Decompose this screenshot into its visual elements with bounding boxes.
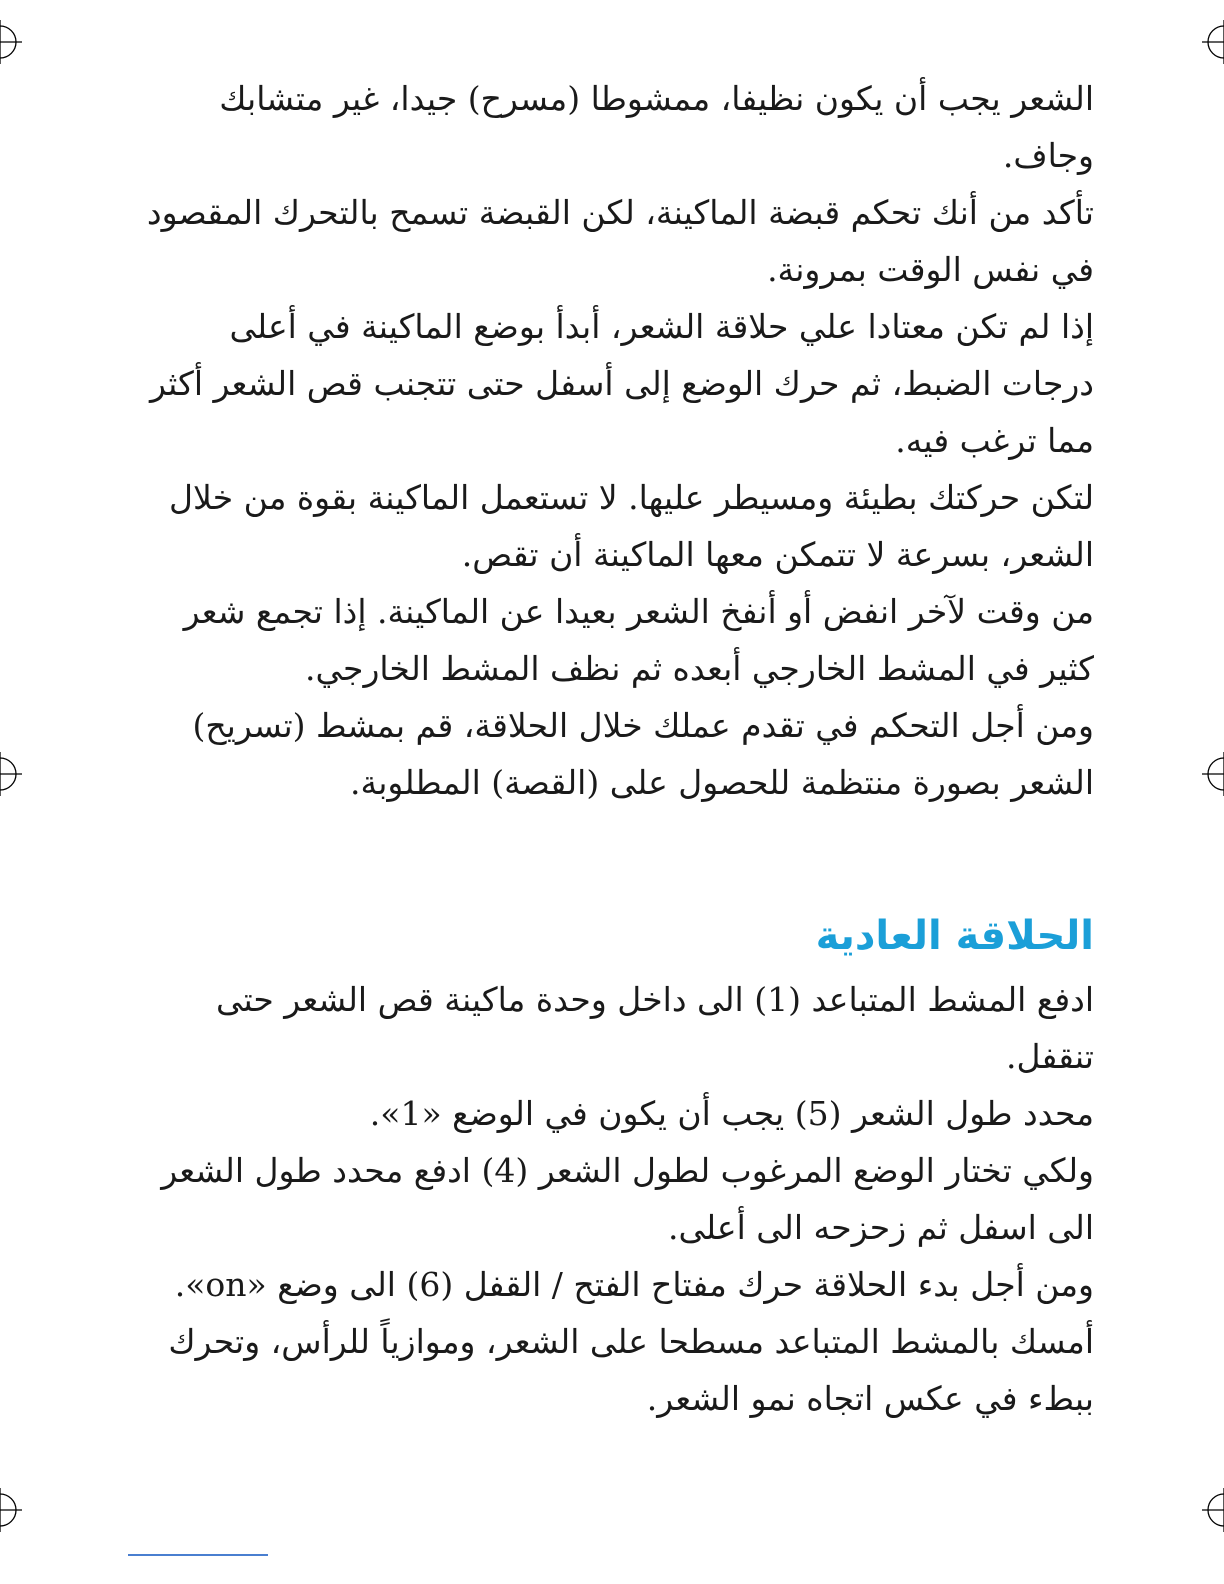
footer-rule: [128, 1554, 268, 1556]
instruction-paragraph: تأكد من أنك تحكم قبضة الماكينة، لكن القبضة تسمح بالتحرك المقصود في نفس الوقت بمرونة.: [146, 193, 1094, 289]
section-paragraph: ومن أجل بدء الحلاقة حرك مفتاح الفتح / القفل (6) الى وضع «on».: [174, 1265, 1094, 1304]
instruction-paragraph: الشعر يجب أن يكون نظيفا، ممشوطا (مسرح) جيدا، غير متشابك وجاف.: [219, 79, 1094, 175]
registration-mark-icon: [0, 752, 22, 796]
section-heading: الحلاقة العادية: [815, 913, 1094, 959]
section-paragraph: ولكي تختار الوضع المرغوب لطول الشعر (4) ادفع محدد طول الشعر الى اسفل ثم زحزحه الى أعلى.: [161, 1151, 1094, 1247]
section-paragraph: أمسك بالمشط المتباعد مسطحا على الشعر، وموازياً للرأس، وتحرك ببطء في عكس اتجاه نمو الشعر.: [168, 1322, 1094, 1418]
registration-mark-icon: [1202, 752, 1224, 796]
section-paragraph: محدد طول الشعر (5) يجب أن يكون في الوضع «1».: [369, 1094, 1094, 1133]
instruction-paragraph: لتكن حركتك بطيئة ومسيطر عليها. لا تستعمل الماكينة بقوة من خلال الشعر، بسرعة لا تتمكن معها الماكينة أن تقص.: [169, 478, 1094, 574]
instruction-paragraph: ومن أجل التحكم في تقدم عملك خلال الحلاقة، قم بمشط (تسريح) الشعر بصورة منتظمة للحصول على (القصة) المطلوبة.: [192, 706, 1094, 802]
normal-shaving-section: [134, 905, 1094, 1427]
registration-mark-icon: [1202, 1488, 1224, 1532]
instruction-paragraph: إذا لم تكن معتادا علي حلاقة الشعر، أبدأ بوضع الماكينة في أعلى درجات الضبط، ثم حرك الوضع إلى أسفل حتى تتجنب قص الشعر أكثر مما ترغب فيه.: [149, 307, 1094, 460]
registration-mark-icon: [0, 20, 22, 64]
registration-mark-icon: [1202, 20, 1224, 64]
instruction-paragraph: من وقت لآخر انفض أو أنفخ الشعر بعيدا عن الماكينة. إذا تجمع شعر كثير في المشط الخارجي أبعده ثم نظف المشط الخارجي.: [183, 592, 1094, 688]
registration-mark-icon: [0, 1488, 22, 1532]
section-paragraph: ادفع المشط المتباعد (1) الى داخل وحدة ماكينة قص الشعر حتى تنقفل.: [215, 980, 1094, 1076]
instructions-block: [134, 70, 1094, 811]
